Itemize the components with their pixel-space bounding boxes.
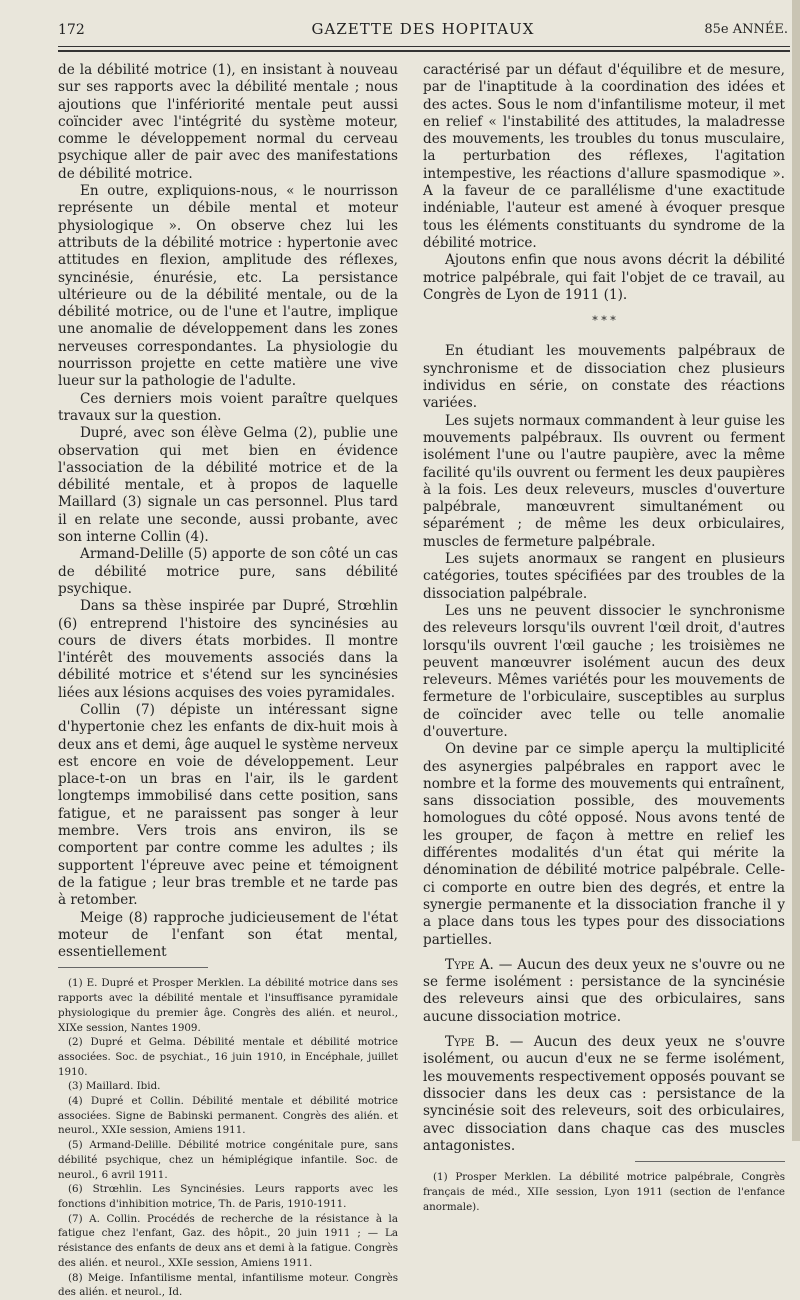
- footnote: (8) Meige. Infantilisme mental, infantilisme moteur. Congrès des alién. et neurol., Id.: [58, 1271, 398, 1299]
- type-a-paragraph: [423, 957, 785, 1026]
- footnote: (5) Armand-Delille. Débilité motrice congénitale pure, sans débilité psychique, chez un hémiplégique infantile. Soc. de neurol., 6 avril 1911.: [58, 1139, 398, 1181]
- footnotes: [58, 976, 398, 1299]
- footnote-rule: [635, 1161, 785, 1162]
- left-column: [58, 62, 398, 1300]
- paragraph: caractérisé par un défaut d'équilibre et de mesure, par de l'inaptitude à la coordination des idées et des actes. Sous le nom d'infantilisme moteur, il met en relief « l'instabilité des attitudes, la maladresse des mouvements, les troubles du tonus musculaire, la perturbation des réflexes, l'agitation intempestive, les réactions d'allure spasmodique ». A la faveur de ce parallélisme d'une exactitude indéniable, l'auteur est amené à évoquer presque tous les éléments constituants du syndrome de la débilité motrice.: [423, 62, 785, 251]
- section-separator: * * *: [592, 314, 616, 328]
- paragraph: Les sujets anormaux se rangent en plusieurs catégories, toutes spécifiées par des troubles de la dissociation palpébrale.: [423, 551, 785, 602]
- footnote: (1) Prosper Merklen. La débilité motrice palpébrale, Congrès français de méd., XIIe session, Lyon 1911 (section de l'enfance anormale).: [423, 1171, 785, 1213]
- header-rule-thick: [58, 50, 790, 52]
- paragraph: Les sujets normaux commandent à leur guise les mouvements palpébraux. Ils ouvrent ou ferment isolément l'une ou l'autre paupière, avec la même facilité qu'ils ouvrent ou ferment les deux paupières à la fois. Les deux releveurs, muscles d'ouverture palpébrale, manœuvrent simultanément ou séparément ; de même les deux orbiculaires, muscles de fermeture palpébrale.: [423, 412, 785, 550]
- page-header: [58, 20, 788, 42]
- footnote: (6) Strœhlin. Les Syncinésies. Leurs rapports avec les fonctions d'inhibition motrice, Th. de Paris, 1910-1911.: [58, 1183, 398, 1210]
- paragraph: Ces derniers mois voient paraître quelques travaux sur la question.: [58, 390, 398, 424]
- footnote-rule: [58, 967, 208, 968]
- paragraph: Les uns ne peuvent dissocier le synchronisme des releveurs lorsqu'ils ouvrent l'œil droit, d'autres lorsqu'ils ouvrent l'œil gauche ; les troisièmes ne peuvent manœuvrer isolément aucun des deux releveurs. Mêmes variétés pour les mouvements de fermeture de l'orbiculaire, susceptibles au surplus de coïncider avec telle ou telle anomalie d'ouverture.: [423, 602, 785, 740]
- paragraph: On devine par ce simple aperçu la multiplicité des asynergies palpébrales en rapport avec le nombre et la forme des mouvements qui entraînent, sans dissociation possible, des mouvements homologues du côté opposé. Nous avons tenté de les grouper, de façon à mettre en relief les différentes modalités d'un état qui mérite la dénomination de débilité motrice palpébrale. Celle-ci comporte en outre bien des degrés, et entre la synergie permanente et la dissociation franche il y a place dans tous les types pour des dissociations partielles.: [423, 741, 785, 948]
- paragraph: Armand-Delille (5) apporte de son côté un cas de débilité motrice pure, sans débilité psychique.: [58, 546, 398, 597]
- right-column: [423, 62, 785, 1214]
- footnote: (1) E. Dupré et Prosper Merklen. La débilité motrice dans ses rapports avec la débilité mentale et l'insuffisance pyramidale physiologique du premier âge. Congrès des alién. et neurol., XIXe session, Nantes 1909.: [58, 977, 398, 1034]
- type-b-text: — Aucun des deux yeux ne s'ouvre isolément, ou aucun d'eux ne se ferme isolément, les mouvements respectivement opposés pouvant se dissocier dans les deux cas : persistance de la syncinésie soit des releveurs, soit des orbiculaires, avec dissociation dans chaque cas des muscles antagonistes.: [423, 1034, 785, 1154]
- paragraph: Dupré, avec son élève Gelma (2), publie une observation qui met bien en évidence l'association de la débilité motrice et de la débilité mentale, et à propos de laquelle Maillard (3) signale un cas personnel. Plus tard il en relate une seconde, aussi probante, avec son interne Collin (4).: [58, 425, 398, 546]
- header-rule: [58, 46, 790, 47]
- paragraph: Collin (7) dépiste un intéressant signe d'hypertonie chez les enfants de dix-huit mois à deux ans et demi, âge auquel le système nerveux est encore en voie de développement. Leur place-t-on un bras en l'air, ils le gardent longtemps immobilisé dans cette position, sans fatigue, et ne paraissent pas songer à leur membre. Vers trois ans environ, ils se comportent par contre comme les adultes ; ils supportent l'épreuve avec peine et témoignent de la fatigue ; leur bras tremble et ne tarde pas à retomber.: [58, 701, 398, 909]
- type-b-label: Type B.: [445, 1034, 500, 1051]
- paragraph: En outre, expliquions-nous, « le nourrisson représente un débile mental et moteur physiologique ». On observe chez lui les attributs de la débilité motrice : hypertonie avec attitudes en flexion, amplitude des réflexes, syncinésie, énurésie, etc. La persistance ultérieure ou de la débilité mentale, ou de la débilité motrice, ou de l'une et l'autre, implique une anomalie de développement dans les zones nerveuses correspondantes. La physiologie du nourrisson projette en cette matière une vive lueur sur la pathologie de l'adulte.: [58, 183, 398, 390]
- footnote: (3) Maillard. Ibid.: [68, 1080, 161, 1093]
- page-binding-edge: [792, 0, 800, 1141]
- footnote: (7) A. Collin. Procédés de recherche de la résistance à la fatigue chez l'enfant, Gaz. des hôpit., 20 juin 1911 ; — La résistance des enfants de deux ans et demi à la fatigue. Congrès des alién. et neurol., XXIe session, Amiens 1911.: [58, 1212, 398, 1269]
- paragraph: Ajoutons enfin que nous avons décrit la débilité motrice palpébrale, qui fait l'objet de ce travail, au Congrès de Lyon de 1911 (1).: [423, 252, 785, 303]
- footnotes: [423, 1170, 785, 1214]
- type-a-label: Type A.: [445, 956, 494, 973]
- type-b-paragraph: [423, 1034, 785, 1155]
- issue-label: 85e ANNÉE.: [704, 22, 788, 37]
- paragraph: de la débilité motrice (1), en insistant à nouveau sur ses rapports avec la débilité mentale ; nous ajoutions que l'infériorité mentale peut aussi coïncider avec l'intégrité du système moteur, comme le développement normal du cerveau psychique aller de pair avec des manifestations de débilité motrice.: [58, 62, 398, 182]
- journal-title: GAZETTE DES HOPITAUX: [311, 20, 535, 38]
- page-number: 172: [58, 22, 85, 38]
- footnote: (4) Dupré et Collin. Débilité mentale et débilité motrice associées. Signe de Babinski permanent. Congrès des alién. et neurol., XXIe session, Amiens 1911.: [58, 1095, 398, 1137]
- paragraph: Meige (8) rapproche judicieusement de l'état moteur de l'enfant son état mental, essentiellement: [58, 909, 398, 961]
- paragraph: Dans sa thèse inspirée par Dupré, Strœhlin (6) entreprend l'histoire des syncinésies au cours de divers états morbides. Il montre l'intérêt des mouvements associés dans la débilité motrice et s'étend sur les syncinésies liées aux lésions acquises des voies pyramidales.: [58, 598, 398, 701]
- paragraph: En étudiant les mouvements palpébraux de synchronisme et de dissociation chez plusieurs individus en série, on constate des réactions variées.: [423, 343, 785, 412]
- type-a-text: — Aucun des deux yeux ne s'ouvre ou ne se ferme isolément : persistance de la syncinésie des releveurs ainsi que des orbiculaires, sans aucune dissociation motrice.: [423, 956, 785, 1025]
- footnote: (2) Dupré et Gelma. Débilité mentale et débilité motrice associées. Soc. de psychiat., 16 juin 1910, in Encéphale, juillet 1910.: [58, 1036, 398, 1078]
